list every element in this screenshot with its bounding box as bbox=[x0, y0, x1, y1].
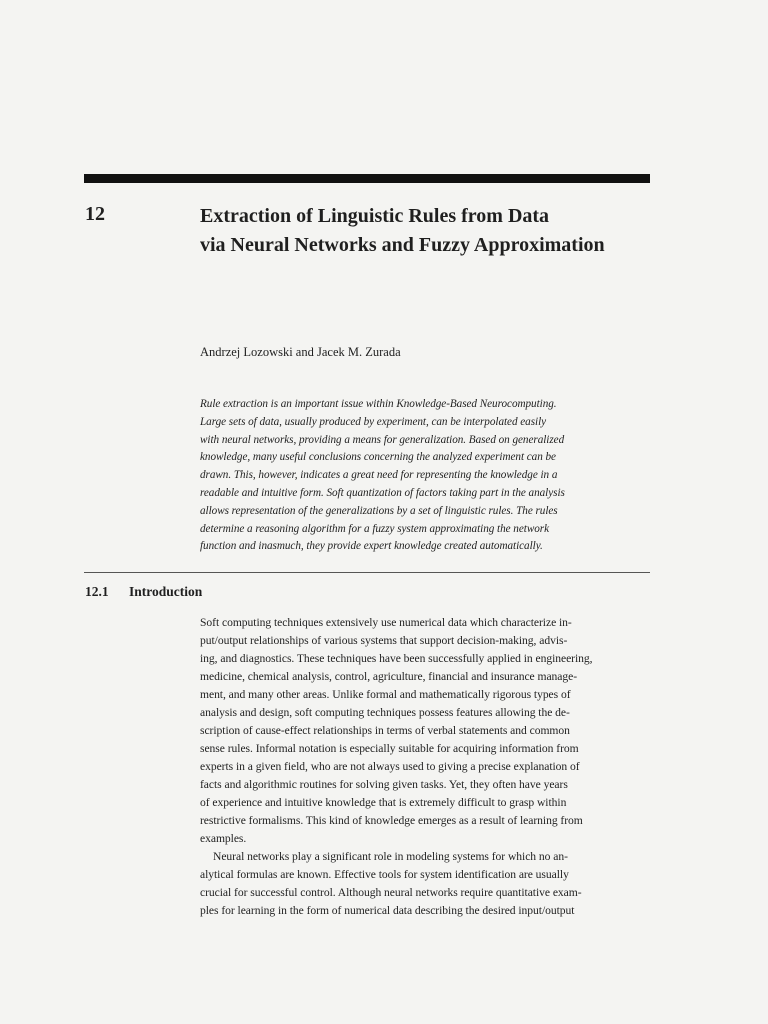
body-text bbox=[200, 614, 654, 920]
body-line: scription of cause-effect relationships in terms of verbal statements and common bbox=[200, 724, 570, 737]
section-number: 12.1 bbox=[85, 584, 109, 599]
body-line: ment, and many other areas. Unlike formal and mathematically rigorous types of bbox=[200, 688, 571, 701]
chapter-title-line: via Neural Networks and Fuzzy Approximation bbox=[200, 234, 605, 256]
abstract-line: determine a reasoning algorithm for a fuzzy system approximating the network bbox=[200, 522, 549, 535]
body-line: Soft computing techniques extensively use numerical data which characterize in- bbox=[200, 616, 572, 629]
abstract-line: knowledge, many useful conclusions concerning the analyzed experiment can be bbox=[200, 451, 556, 464]
body-line: analysis and design, soft computing techniques possess features allowing the de- bbox=[200, 706, 570, 719]
body-line: examples. bbox=[200, 832, 247, 845]
abstract-line: Large sets of data, usually produced by experiment, can be interpolated easily bbox=[200, 415, 547, 428]
body-line: ples for learning in the form of numerical data describing the desired input/output bbox=[200, 904, 575, 917]
body-line: facts and algorithmic routines for solving given tasks. Yet, they often have years bbox=[200, 778, 568, 791]
authors: Andrzej Lozowski and Jacek M. Zurada bbox=[200, 345, 401, 359]
chapter-title bbox=[200, 202, 740, 260]
chapter-title-line: Extraction of Linguistic Rules from Data bbox=[200, 205, 550, 227]
body-line: put/output relationships of various systems that support decision-making, advis- bbox=[200, 634, 568, 647]
abstract bbox=[200, 396, 656, 556]
body-line: medicine, chemical analysis, control, agriculture, financial and insurance manage- bbox=[200, 670, 578, 683]
section-rule bbox=[84, 572, 650, 573]
body-line: Neural networks play a significant role in modeling systems for which no an- bbox=[213, 850, 568, 863]
abstract-line: with neural networks, providing a means for generalization. Based on generalized bbox=[200, 433, 565, 446]
abstract-line: drawn. This, however, indicates a great need for representing the knowledge in a bbox=[200, 469, 558, 482]
body-line: of experience and intuitive knowledge that is extremely difficult to grasp within bbox=[200, 796, 567, 809]
body-line: experts in a given field, who are not always used to giving a precise explanation of bbox=[200, 760, 580, 773]
body-line: restrictive formalisms. This kind of knowledge emerges as a result of learning from bbox=[200, 814, 583, 827]
body-line: crucial for successful control. Although neural networks require quantitative exam- bbox=[200, 886, 582, 899]
body-line: alytical formulas are known. Effective tools for system identification are usually bbox=[200, 868, 569, 881]
abstract-line: Rule extraction is an important issue within Knowledge-Based Neurocomputing. bbox=[200, 398, 557, 410]
abstract-line: function and inasmuch, they provide expert knowledge created automatically. bbox=[200, 540, 543, 553]
chapter-rule bbox=[84, 174, 650, 183]
abstract-line: allows representation of the generalizations by a set of linguistic rules. The rules bbox=[200, 504, 558, 517]
chapter-number: 12 bbox=[85, 203, 105, 225]
abstract-line: readable and intuitive form. Soft quantization of factors taking part in the analysis bbox=[200, 486, 565, 499]
section-title: Introduction bbox=[129, 584, 203, 599]
body-line: ing, and diagnostics. These techniques have been successfully applied in engineering, bbox=[200, 652, 593, 665]
body-line: sense rules. Informal notation is especially suitable for acquiring information from bbox=[200, 742, 579, 755]
